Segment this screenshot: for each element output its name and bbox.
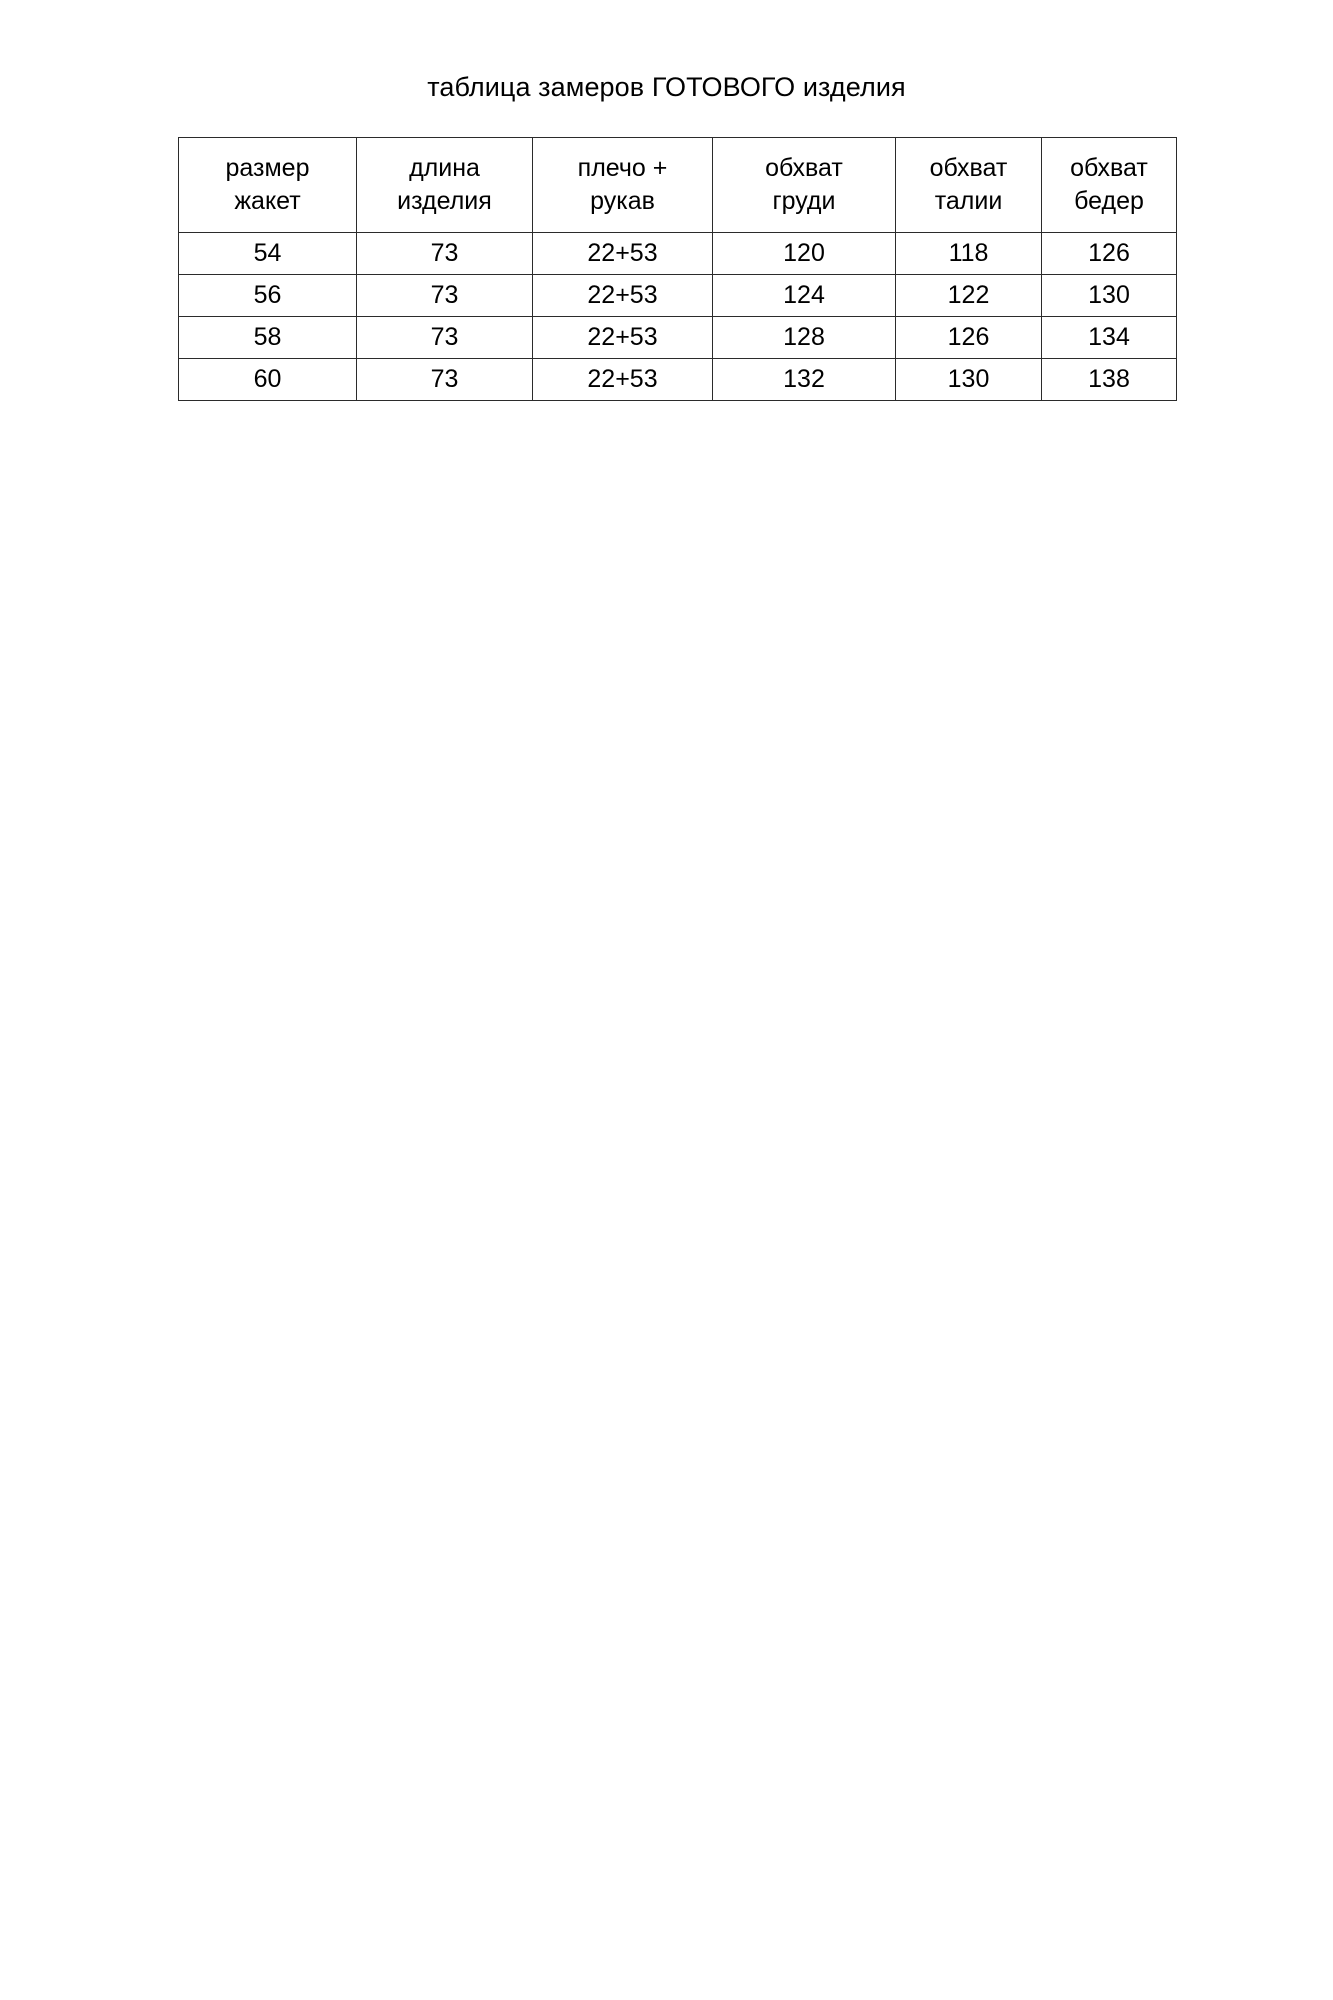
- cell-shoulder-sleeve: 22+53: [533, 233, 713, 275]
- cell-size: 54: [179, 233, 357, 275]
- cell-length: 73: [357, 317, 533, 359]
- table-header-row: [179, 138, 1177, 233]
- measurement-table-container: [0, 137, 1333, 401]
- table-row: [179, 359, 1177, 401]
- cell-chest: 132: [713, 359, 896, 401]
- table-row: [179, 275, 1177, 317]
- cell-shoulder-sleeve: 22+53: [533, 359, 713, 401]
- cell-chest: 124: [713, 275, 896, 317]
- column-header-chest-line1: обхват: [765, 154, 843, 182]
- cell-waist: 130: [896, 359, 1042, 401]
- table-row: [179, 233, 1177, 275]
- cell-shoulder-sleeve: 22+53: [533, 317, 713, 359]
- column-header-waist: [896, 138, 1042, 233]
- cell-hips: 126: [1042, 233, 1177, 275]
- column-header-waist-line1: обхват: [929, 154, 1008, 182]
- cell-chest: 128: [713, 317, 896, 359]
- cell-waist: 122: [896, 275, 1042, 317]
- column-header-hips-line2: бедер: [1074, 187, 1144, 215]
- cell-hips: 138: [1042, 359, 1177, 401]
- table-row: [179, 317, 1177, 359]
- column-header-length-line2: изделия: [397, 187, 492, 215]
- cell-waist: 118: [896, 233, 1042, 275]
- cell-hips: 134: [1042, 317, 1177, 359]
- cell-waist: 126: [896, 317, 1042, 359]
- column-header-shoulder-sleeve-line1: плечо +: [577, 154, 668, 182]
- column-header-size-line1: размер: [225, 154, 310, 182]
- table-header: [179, 138, 1177, 233]
- cell-shoulder-sleeve: 22+53: [533, 275, 713, 317]
- column-header-waist-line2: талии: [934, 187, 1003, 215]
- measurement-table: [178, 137, 1177, 401]
- table-body: [179, 233, 1177, 401]
- cell-length: 73: [357, 275, 533, 317]
- cell-size: 58: [179, 317, 357, 359]
- column-header-hips: [1042, 138, 1177, 233]
- column-header-length: [357, 138, 533, 233]
- column-header-chest-line2: груди: [772, 187, 836, 215]
- column-header-size-line2: жакет: [234, 187, 301, 215]
- column-header-length-line1: длина: [409, 154, 480, 182]
- column-header-chest: [713, 138, 896, 233]
- cell-size: 56: [179, 275, 357, 317]
- column-header-shoulder-sleeve: [533, 138, 713, 233]
- cell-hips: 130: [1042, 275, 1177, 317]
- column-header-hips-line1: обхват: [1070, 154, 1148, 182]
- cell-size: 60: [179, 359, 357, 401]
- page-title: таблица замеров ГОТОВОГО изделия: [427, 72, 906, 102]
- column-header-shoulder-sleeve-line2: рукав: [590, 187, 655, 215]
- cell-length: 73: [357, 233, 533, 275]
- column-header-size: [179, 138, 357, 233]
- cell-chest: 120: [713, 233, 896, 275]
- cell-length: 73: [357, 359, 533, 401]
